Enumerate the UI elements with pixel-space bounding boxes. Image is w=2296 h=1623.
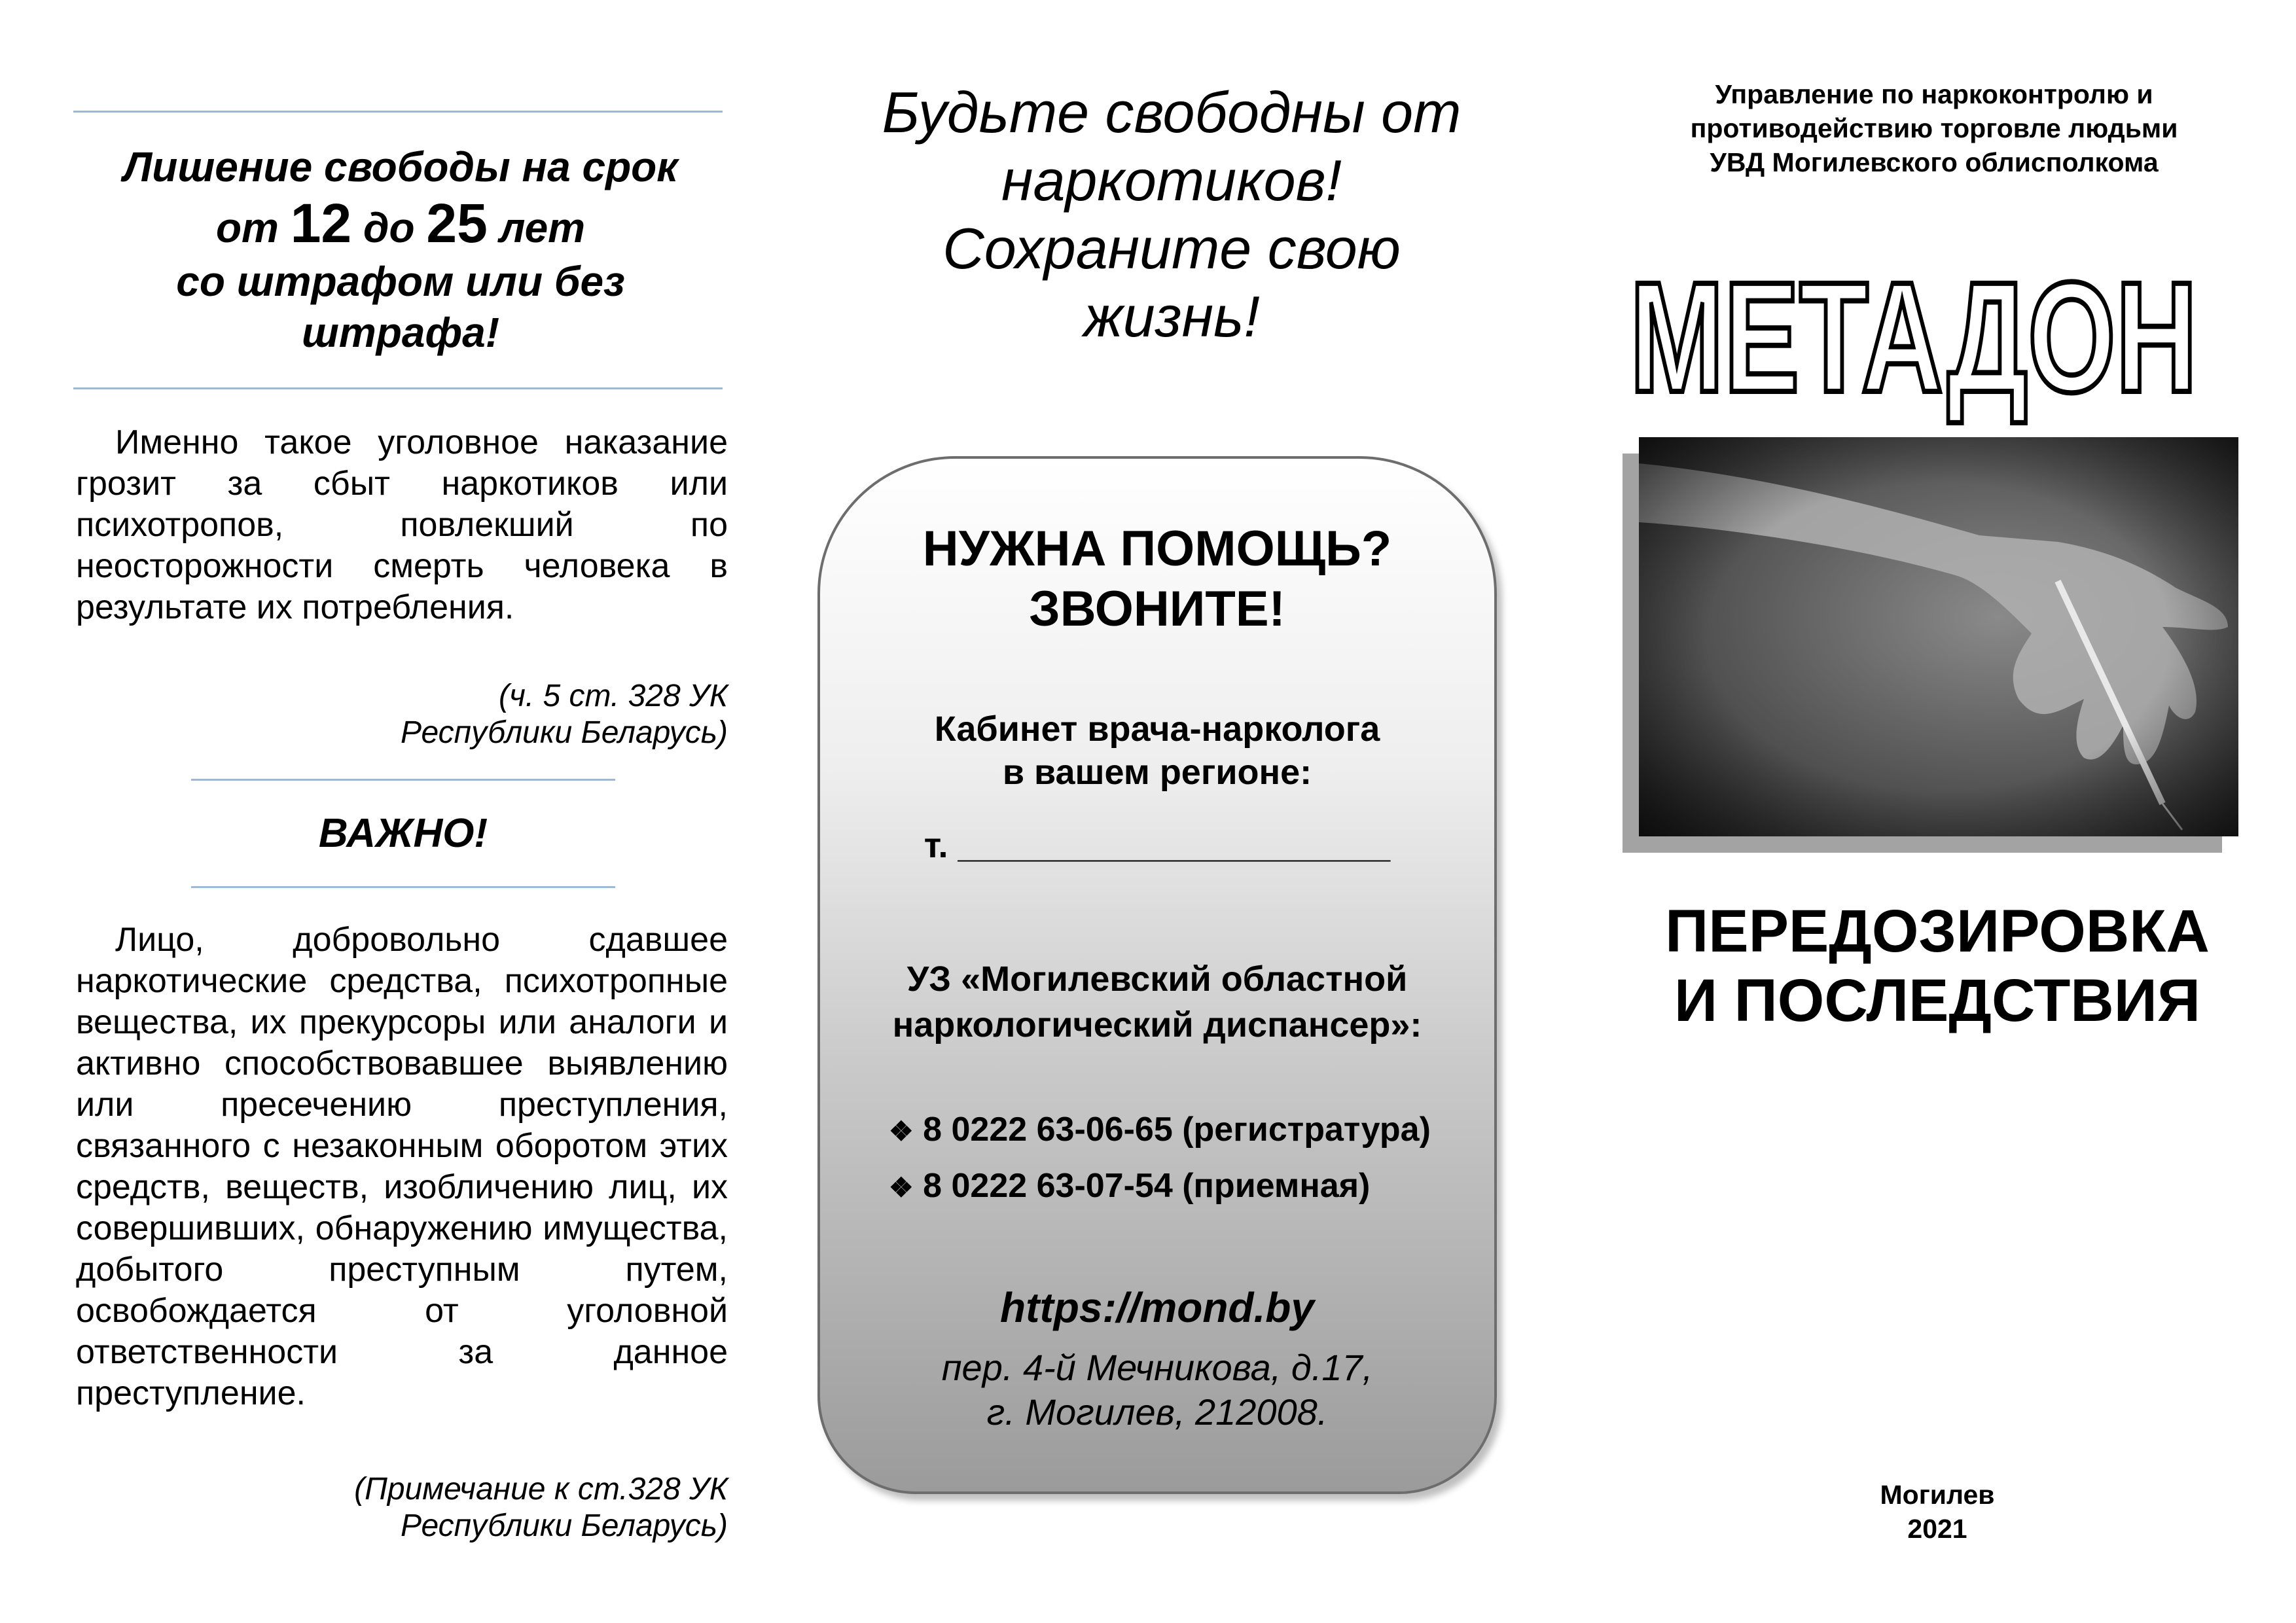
main-title-text: МЕТАДОН	[1630, 249, 2198, 425]
max-years: 25	[426, 192, 488, 254]
citation-line: (ч. 5 ст. 328 УК	[498, 679, 728, 713]
city: Могилев	[1880, 1480, 1995, 1510]
slogan	[812, 79, 1532, 351]
divider	[191, 779, 615, 781]
divider	[73, 387, 723, 389]
divider	[73, 111, 723, 113]
year: 2021	[1907, 1514, 1967, 1544]
exemption-paragraph: Лицо, добровольно сдавшее наркотические средства, психотропные вещества, их прекурсоры или аналоги и активно способствовавшее выявлению или пресечению преступления, связанного с незаконным оборотом этих средств, веществ, изобличению лиц, их совершивших, обнаружению имущества, добытого преступным путем, освобождается от уголовной ответственности за данное преступление.	[76, 921, 728, 1412]
hand-with-syringe-photo	[1639, 437, 2238, 836]
cabinet-line: в вашем регионе:	[1002, 753, 1312, 792]
main-title	[1630, 249, 2251, 425]
subtitle-line: ПЕРЕДОЗИРОВКА	[1665, 898, 2210, 965]
phone-number: 8 0222 63-07-54 (приемная)	[923, 1167, 1371, 1205]
phone-blank: т. ______________________	[924, 826, 1391, 865]
address-line: пер. 4-й Мечникова, д.17,	[941, 1347, 1373, 1388]
help-box	[817, 456, 1497, 1494]
help-title-line: НУЖНА ПОМОЩЬ?	[922, 521, 1392, 577]
help-title	[820, 519, 1494, 639]
cabinet-line: Кабинет врача-нарколога	[934, 709, 1380, 749]
help-title-line: ЗВОНИТЕ!	[1029, 581, 1285, 637]
headline-line3: со штрафом или без	[176, 258, 625, 305]
important-heading: ВАЖНО!	[318, 811, 488, 856]
organization-line: Управление по наркоконтролю и	[1715, 79, 2153, 109]
citation-2	[76, 1471, 728, 1544]
city-year	[1813, 1478, 2062, 1546]
slogan-line: Будьте свободны от	[882, 80, 1462, 145]
headline-line1: Лишение свободы на срок	[123, 143, 678, 190]
institution-line: УЗ «Могилевский областной	[906, 959, 1408, 999]
headline-line4: штрафа!	[301, 309, 500, 356]
address-line: г. Могилев, 212008.	[986, 1391, 1328, 1433]
slogan-line: жизнь!	[1083, 284, 1260, 349]
years-word: лет	[499, 204, 586, 251]
institution-line: наркологический диспансер»:	[892, 1005, 1422, 1044]
citation-line: Республики Беларусь)	[401, 715, 728, 750]
address	[820, 1346, 1494, 1435]
photo-illustration	[1639, 437, 2238, 836]
phone-item	[889, 1110, 1431, 1149]
subtitle	[1617, 897, 2258, 1035]
slogan-line: наркотиков!	[1001, 148, 1342, 213]
from-word: от	[215, 204, 279, 251]
citation-1	[76, 678, 728, 751]
headline-line2	[73, 192, 728, 256]
organization-line: противодействию торговле людьми	[1690, 113, 2178, 143]
organization-name	[1617, 77, 2251, 179]
cabinet-label	[820, 707, 1494, 794]
phone-item	[889, 1166, 1370, 1205]
phone-number: 8 0222 63-06-65 (регистратура)	[923, 1111, 1431, 1149]
headline	[73, 139, 728, 358]
subtitle-line: И ПОСЛЕДСТВИЯ	[1674, 967, 2200, 1034]
institution-name	[820, 956, 1494, 1048]
diamond-bullet-icon: ❖	[889, 1172, 914, 1203]
website-link[interactable]: https://mond.by	[1000, 1284, 1314, 1331]
min-years: 12	[290, 192, 352, 254]
to-word: до	[363, 204, 415, 251]
divider	[191, 886, 615, 888]
penalty-paragraph: Именно такое уголовное наказание грозит за сбыт наркотиков или психотропов, повлекший по неосторожности смерть человека в результате их потребления.	[76, 423, 728, 626]
organization-line: УВД Могилевского облисполкома	[1710, 147, 2159, 177]
slogan-line: Сохраните свою	[942, 216, 1401, 281]
citation-line: (Примечание к ст.328 УК	[354, 1472, 728, 1507]
citation-line: Республики Беларусь)	[401, 1508, 728, 1543]
vignette	[1639, 437, 2238, 836]
diamond-bullet-icon: ❖	[889, 1116, 914, 1147]
